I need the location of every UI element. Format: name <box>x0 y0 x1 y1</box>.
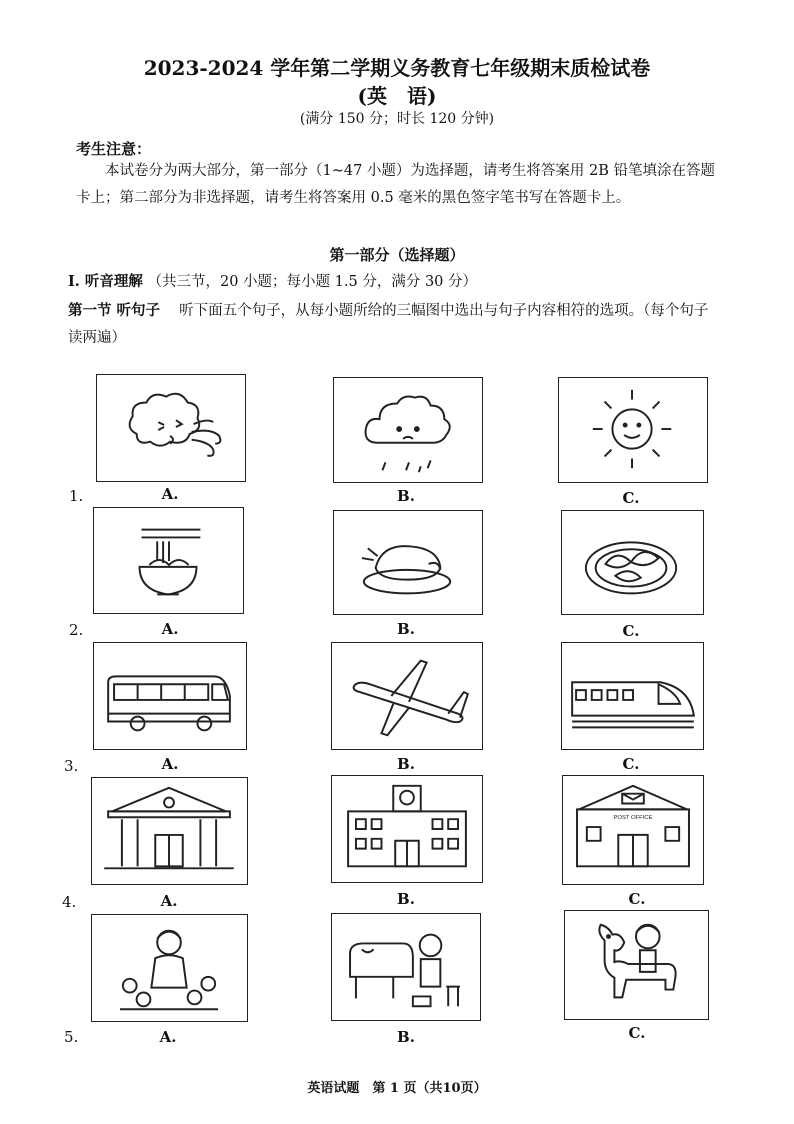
feeding-chickens-icon <box>92 915 247 1021</box>
sun-icon <box>559 378 707 482</box>
page-footer: 英语试题 第 1 页（共10页） <box>307 1081 487 1096</box>
post-office-sign: POST OFFICE <box>613 815 653 822</box>
q5-option-a-label: A. <box>159 1028 177 1046</box>
q4-option-a-label: A. <box>160 892 178 910</box>
q1-option-c-image <box>558 377 708 483</box>
q3-option-a-label: A. <box>161 755 179 773</box>
high-speed-train-icon <box>562 643 703 749</box>
q1-option-a-label: A. <box>161 485 179 503</box>
q1-number: 1. <box>69 487 84 505</box>
q3-option-c-image <box>561 642 704 750</box>
q5-option-a-image <box>91 914 248 1022</box>
q3-number: 3. <box>64 757 79 775</box>
q3-option-b-image <box>331 642 483 750</box>
post-office-icon <box>563 776 703 884</box>
q5-number: 5. <box>64 1028 79 1046</box>
noodles-icon <box>94 508 243 613</box>
q5-option-c-label: C. <box>628 1024 646 1042</box>
school-building-icon <box>332 776 482 882</box>
rain-cloud-icon <box>334 378 482 482</box>
q3-option-b-label: B. <box>397 755 415 773</box>
wind-icon <box>97 375 245 481</box>
subsection-desc: 听下面五个句子，从每小题所给的三幅图中选出与句子内容相符的选项。（每个句子读两遍） <box>68 303 709 346</box>
section-header <box>68 270 477 291</box>
q1-option-b-label: B. <box>397 487 415 505</box>
notice-heading: 考生注意： <box>76 140 152 158</box>
q4-option-c-image <box>562 775 704 885</box>
q1-option-a-image <box>96 374 246 482</box>
score-time: (满分 150 分；时长 120 分钟) <box>299 111 495 127</box>
section-desc: （共三节，20 小题；每小题 1.5 分，满分 30 分） <box>147 274 478 290</box>
q4-option-b-image <box>331 775 483 883</box>
bus-icon <box>94 643 246 749</box>
exam-subject: (英 语) <box>357 84 437 108</box>
q4-number: 4. <box>62 893 77 911</box>
q2-option-b-label: B. <box>397 620 415 638</box>
q4-option-a-image <box>91 777 248 885</box>
roast-chicken-icon <box>334 511 482 614</box>
q5-option-b-label: B. <box>397 1028 415 1046</box>
q5-option-b-image <box>331 913 481 1021</box>
q1-option-b-image <box>333 377 483 483</box>
q4-option-b-label: B. <box>397 890 415 908</box>
part-one-title: 第一部分（选择题） <box>329 246 465 264</box>
q1-option-c-label: C. <box>622 489 640 507</box>
q2-option-a-label: A. <box>161 620 179 638</box>
q3-option-c-label: C. <box>622 755 640 773</box>
q5-option-c-image <box>564 910 709 1020</box>
q4-option-c-label: C. <box>628 890 646 908</box>
riding-horse-icon <box>565 911 708 1019</box>
bank-icon <box>92 778 247 884</box>
airplane-icon <box>332 643 482 749</box>
exam-title: 2023-2024 学年第二学期义务教育七年级期末质检试卷 <box>143 56 651 80</box>
dumplings-icon <box>562 511 703 614</box>
q2-option-c-label: C. <box>622 622 640 640</box>
milking-cow-icon <box>332 914 480 1020</box>
q2-option-c-image <box>561 510 704 615</box>
q2-option-b-image <box>333 510 483 615</box>
q2-number: 2. <box>69 621 84 639</box>
section-label: I. 听音理解 <box>68 273 143 290</box>
q2-option-a-image <box>93 507 244 614</box>
q3-option-a-image <box>93 642 247 750</box>
notice-body: 本试卷分为两大部分，第一部分（1~47 小题）为选择题，请考生将答案用 2B 铅笔填涂在答题卡上；第二部分为非选择题，请考生将答案用 0.5 毫米的黑色签字笔书写在答题卡上。 <box>76 163 716 206</box>
subsection-header <box>68 297 718 352</box>
subsection-label: 第一节 听句子 <box>68 302 161 319</box>
